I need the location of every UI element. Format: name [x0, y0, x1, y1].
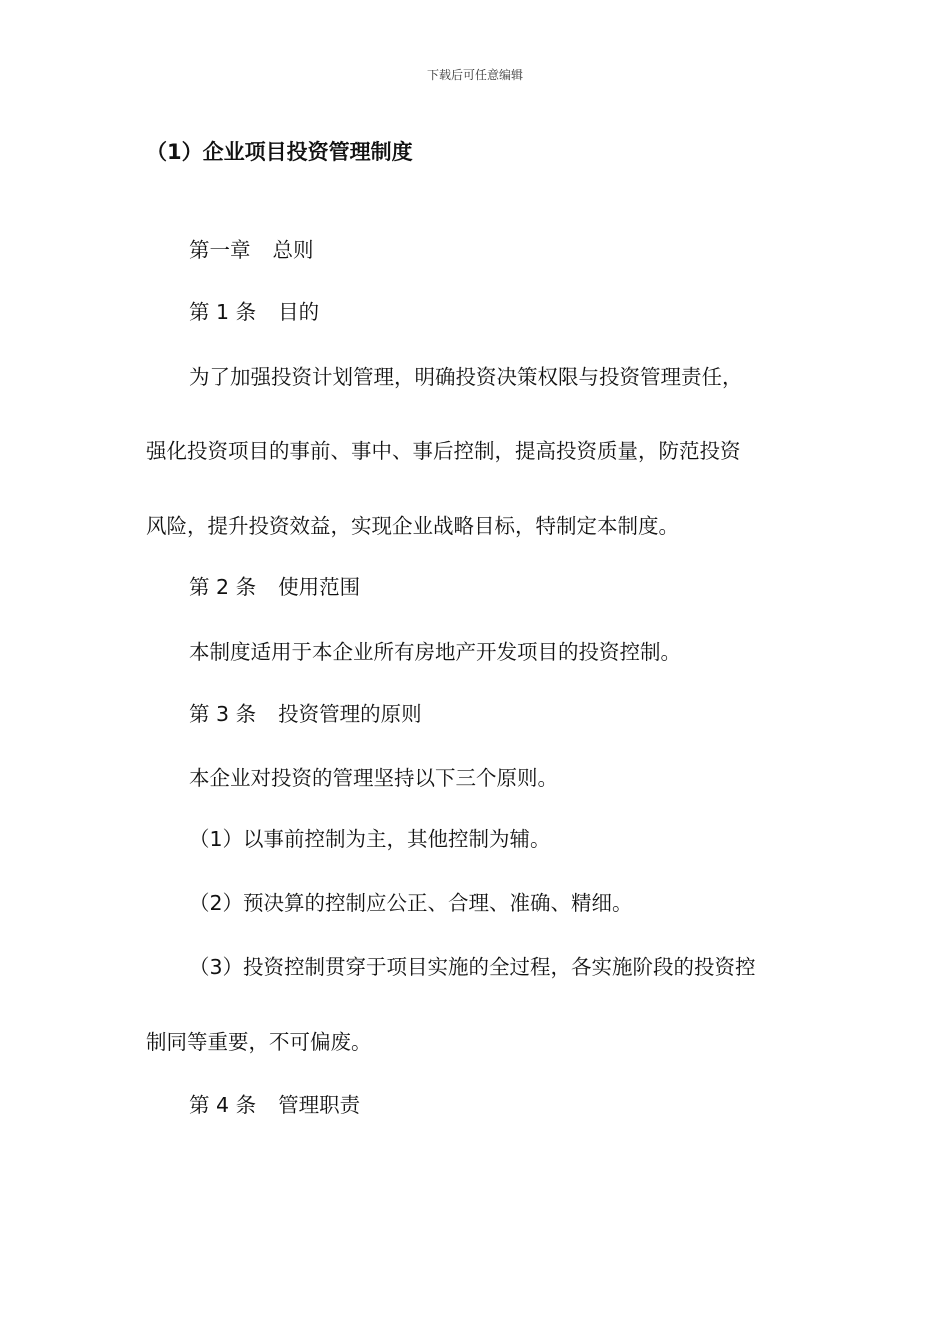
article-number: 第 4 条	[189, 1093, 257, 1117]
article-heading-3	[189, 699, 422, 729]
list-item: （3）投资控制贯穿于项目实施的全过程，各实施阶段的投资控	[189, 955, 756, 979]
paragraph-line: 制同等重要，不可偏废。	[146, 1030, 372, 1054]
paragraph-line: 本制度适用于本企业所有房地产开发项目的投资控制。	[189, 640, 681, 664]
chapter-number: 第一章	[189, 238, 251, 262]
article-number: 第 2 条	[189, 575, 257, 599]
article-heading-2	[189, 572, 360, 602]
article-name: 目的	[278, 300, 320, 324]
document-title: （1）企业项目投资管理制度	[146, 140, 413, 164]
paragraph-line: 风险，提升投资效益，实现企业战略目标，特制定本制度。	[146, 514, 679, 538]
article-heading-1	[189, 297, 319, 327]
paragraph-line: 为了加强投资计划管理，明确投资决策权限与投资管理责任，	[189, 365, 743, 389]
paragraph-line: 强化投资项目的事前、事中、事后控制，提高投资质量，防范投资	[146, 439, 741, 463]
article-number: 第 1 条	[189, 300, 257, 324]
article-name: 投资管理的原则	[278, 702, 422, 726]
chapter-name: 总则	[272, 238, 314, 262]
list-item: （2）预决算的控制应公正、合理、准确、精细。	[189, 891, 633, 915]
chapter-heading	[189, 235, 314, 265]
article-number: 第 3 条	[189, 702, 257, 726]
paragraph-line: 本企业对投资的管理坚持以下三个原则。	[189, 766, 558, 790]
article-name: 使用范围	[278, 575, 361, 599]
list-item: （1）以事前控制为主，其他控制为辅。	[189, 827, 551, 851]
header-note: 下载后可任意编辑	[426, 68, 523, 82]
article-heading-4	[189, 1090, 360, 1120]
article-name: 管理职责	[278, 1093, 361, 1117]
